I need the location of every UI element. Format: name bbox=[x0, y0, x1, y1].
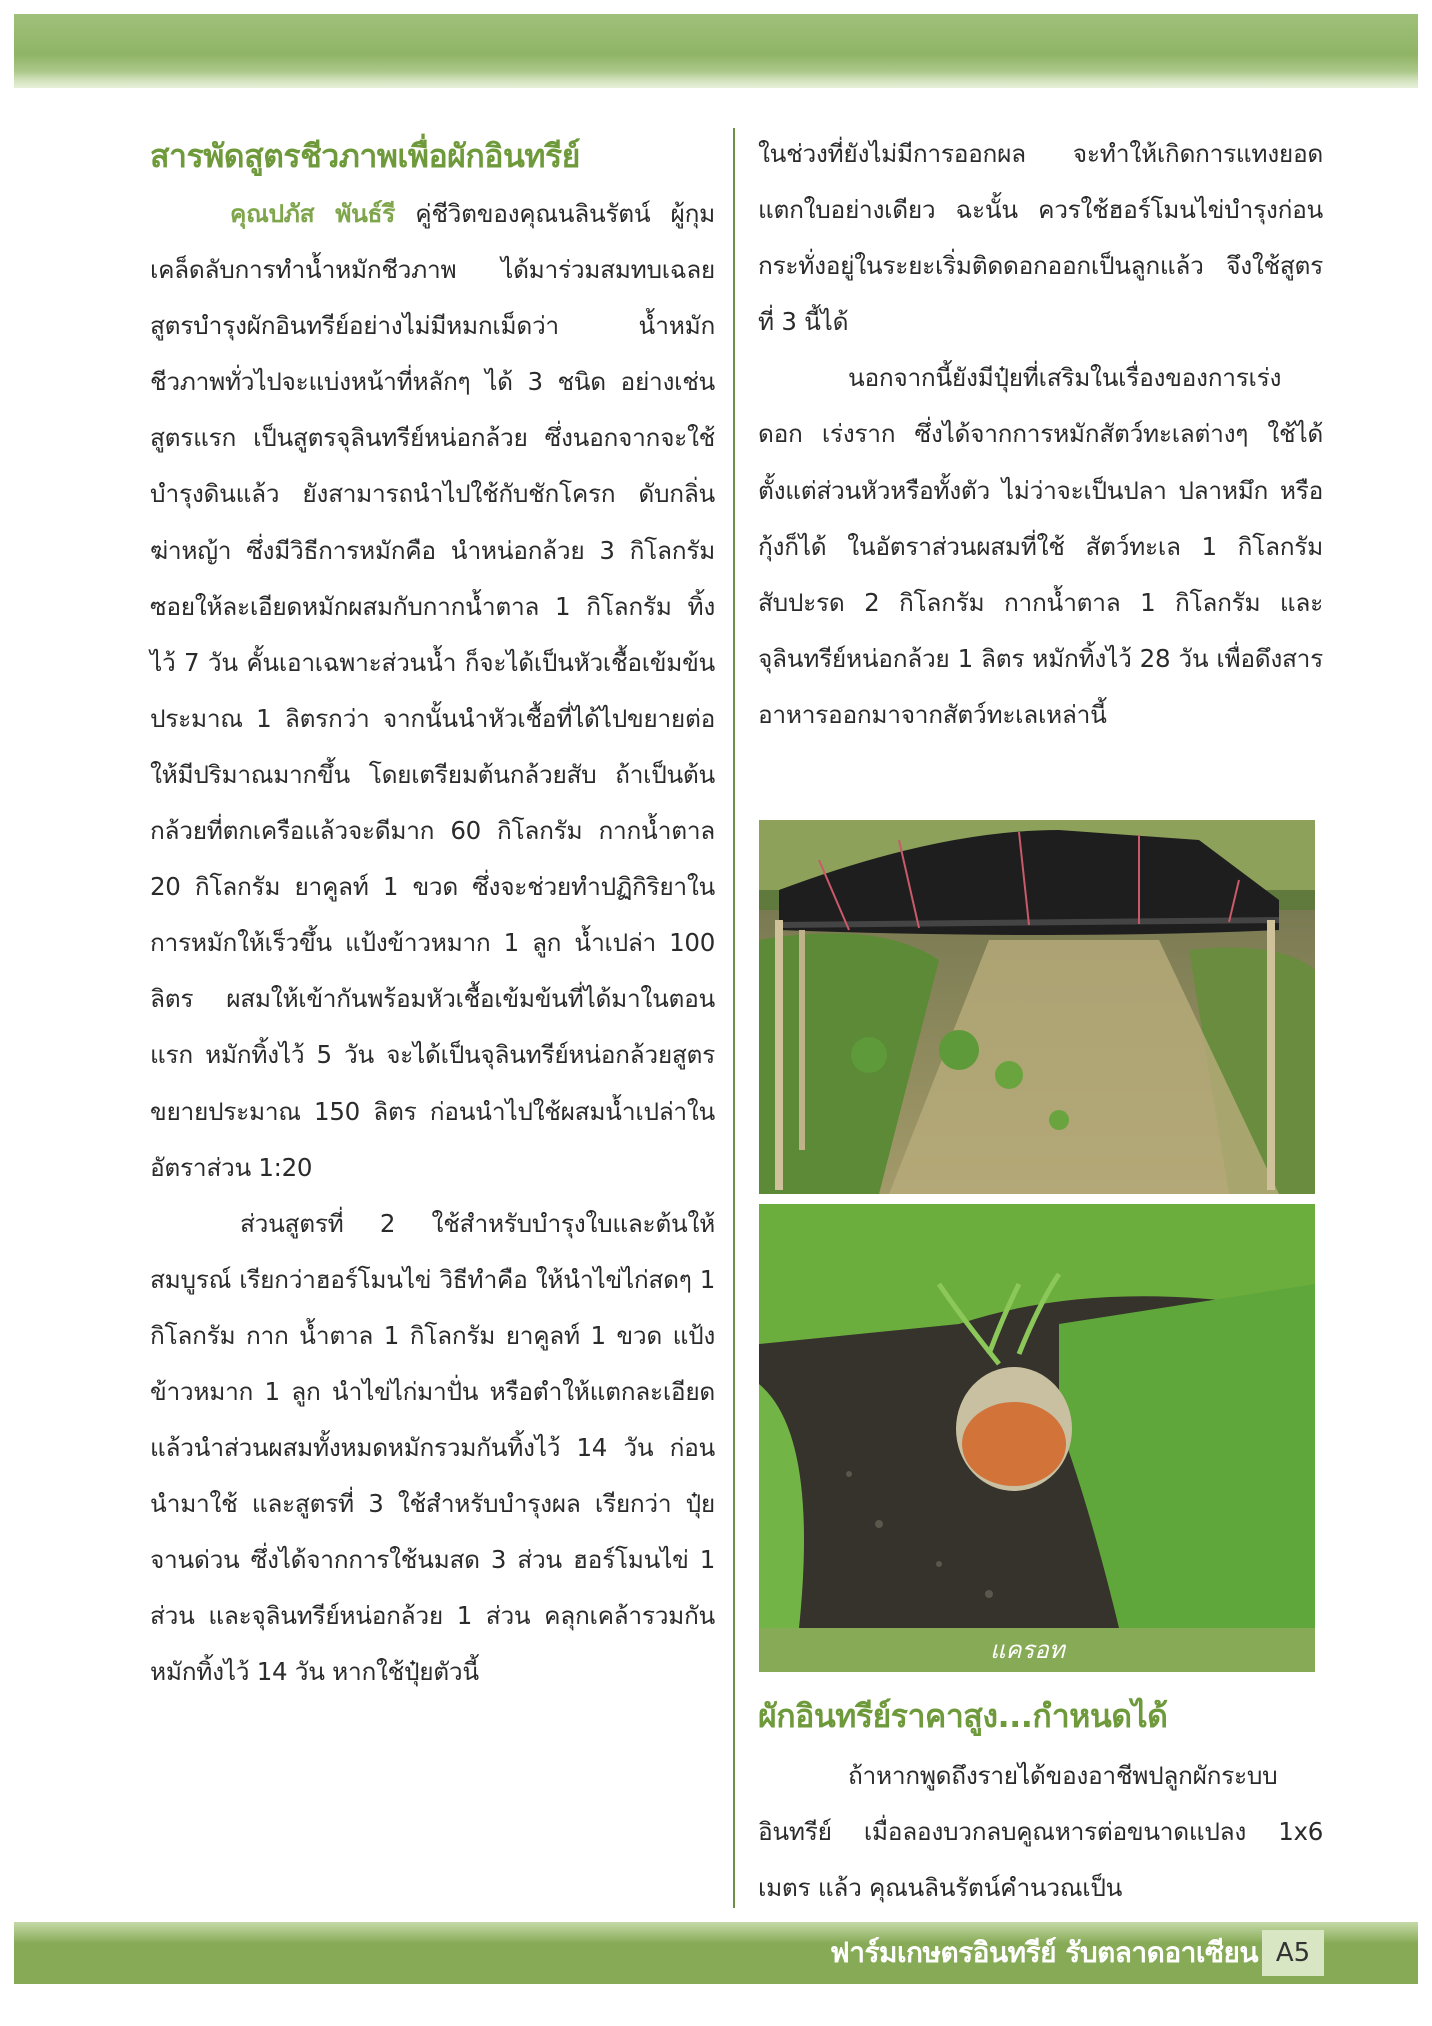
photo-caption: แครอท bbox=[990, 1636, 1065, 1664]
top-banner bbox=[14, 14, 1418, 88]
column-divider bbox=[733, 128, 735, 1908]
footer-title: ฟาร์มเกษตรอินทรีย์ รับตลาดอาเซียน bbox=[829, 1936, 1258, 1969]
section-heading-price: ผักอินทรีย์ราคาสูง...กำหนดได้ bbox=[758, 1697, 1168, 1735]
paragraph-income: ถ้าหากพูดถึงรายได้ของอาชีพปลูกผักระบบอินทรีย์ เมื่อลองบวกลบคูณหารต่อขนาดแปลง 1x6 เมตร แล้ว คุณนลินรัตน์คำนวณเป็น bbox=[758, 1761, 1323, 1903]
right-column bbox=[758, 126, 1323, 743]
photo-carrot bbox=[759, 1204, 1315, 1628]
paragraph-formula-2-continued: ในช่วงที่ยังไม่มีการออกผล จะทำให้เกิดการแทงยอดแตกใบอย่างเดียว ฉะนั้น ควรใช้ฮอร์โมนไข่บำรุงก่อน กระทั่งอยู่ในระยะเริ่มติดดอกออกเป็นลูกแล้ว จึงใช้สูตรที่ 3 นี้ได้ bbox=[758, 139, 1323, 337]
page-number: A5 bbox=[1262, 1930, 1324, 1976]
shade-net-illustration bbox=[759, 820, 1315, 1194]
paragraph-seafood-fertilizer: นอกจากนี้ยังมีปุ๋ยที่เสริมในเรื่องของการเร่งดอก เร่งราก ซึ่งได้จากการหมักสัตว์ทะเลต่างๆ ใช้ได้ตั้งแต่ส่วนหัวหรือทั้งตัว ไม่ว่าจะเป็นปลา ปลาหมึก หรือกุ้งก็ได้ ในอัตราส่วนผสมที่ใช้ สัตว์ทะเล 1 กิโลกรัม สับปะรด 2 กิโลกรัม กากน้ำตาล 1 กิโลกรัม และจุลินทรีย์หน่อกล้วย 1 ลิตร หมักทิ้งไว้ 28 วัน เพื่อดึงสารอาหารออกมาจากสัตว์ทะเลเหล่านี้ bbox=[758, 363, 1323, 729]
section-heading-bio-formulas: สารพัดสูตรชีวภาพเพื่อผักอินทรีย์ bbox=[150, 137, 580, 175]
carrot-illustration bbox=[759, 1204, 1315, 1628]
paragraph-intro-text: คู่ชีวิตของคุณนลินรัตน์ ผู้กุมเคล็ดลับการทำน้ำหมักชีวภาพ ได้มาร่วมสมทบเฉลยสูตรบำรุงผักอินทรีย์อย่างไม่มีหมกเม็ดว่า น้ำหมักชีวภาพทั่วไปจะแบ่งหน้าที่หลักๆ ได้ 3 ชนิด อย่างเช่นสูตรแรก เป็นสูตรจุลินทรีย์หน่อกล้วย ซึ่งนอกจากจะใช้บำรุงดินแล้ว ยังสามารถนำไปใช้กับชักโครก ดับกลิ่น ฆ่าหญ้า ซึ่งมีวิธีการหมักคือ นำหน่อกล้วย 3 กิโลกรัม ซอยให้ละเอียดหมักผสมกับกากน้ำตาล 1 กิโลกรัม ทิ้งไว้ 7 วัน คั้นเอาเฉพาะส่วนน้ำ ก็จะได้เป็นหัวเชื้อเข้มข้นประมาณ 1 ลิตรกว่า จากนั้นนำหัวเชื้อที่ได้ไปขยายต่อให้มีปริมาณมากขึ้น โดยเตรียมต้นกล้วยสับ ถ้าเป็นต้นกล้วยที่ตกเครือแล้วจะดีมาก 60 กิโลกรัม กากน้ำตาล 20 กิโลกรัม ยาคูลท์ 1 ขวด ซึ่งจะช่วยทำปฏิกิริยาในการหมักให้เร็วขึ้น แป้งข้าวหมาก 1 ลูก น้ำเปล่า 100 ลิตร ผสมให้เข้ากันพร้อมหัวเชื้อเข้มข้นที่ได้มาในตอนแรก หมักทิ้งไว้ 5 วัน จะได้เป็นจุลินทรีย์หน่อกล้วยสูตรขยายประมาณ 150 ลิตร ก่อนนำไปใช้ผสมน้ำเปล่าในอัตราส่วน 1:20 bbox=[150, 199, 715, 1182]
paragraph-formula-2: ส่วนสูตรที่ 2 ใช้สำหรับบำรุงใบและต้นให้สมบูรณ์ เรียกว่าฮอร์โมนไข่ วิธีทำคือ ให้นำไข่ไก่สดๆ 1 กิโลกรัม กาก น้ำตาล 1 กิโลกรัม ยาคูลท์ 1 ขวด แป้งข้าวหมาก 1 ลูก นำไข่ไก่มาปั่น หรือตำให้แตกละเอียด แล้วนำส่วนผสมทั้งหมดหมักรวมกันทิ้งไว้ 14 วัน ก่อนนำมาใช้ และสูตรที่ 3 ใช้สำหรับบำรุงผล เรียกว่า ปุ๋ยจานด่วน ซึ่งได้จากการใช้นมสด 3 ส่วน ฮอร์โมนไข่ 1 ส่วน และจุลินทรีย์หน่อกล้วย 1 ส่วน คลุกเคล้ารวมกันหมักทิ้งไว้ 14 วัน หากใช้ปุ๋ยตัวนี้ bbox=[150, 1208, 715, 1687]
paragraph-intro bbox=[150, 186, 715, 1196]
left-column bbox=[150, 126, 715, 1701]
photo-shade-net-bed bbox=[759, 820, 1315, 1194]
right-bottom-text bbox=[758, 1748, 1323, 1916]
lead-person-name: คุณปภัส พันธ์รี bbox=[230, 199, 396, 228]
